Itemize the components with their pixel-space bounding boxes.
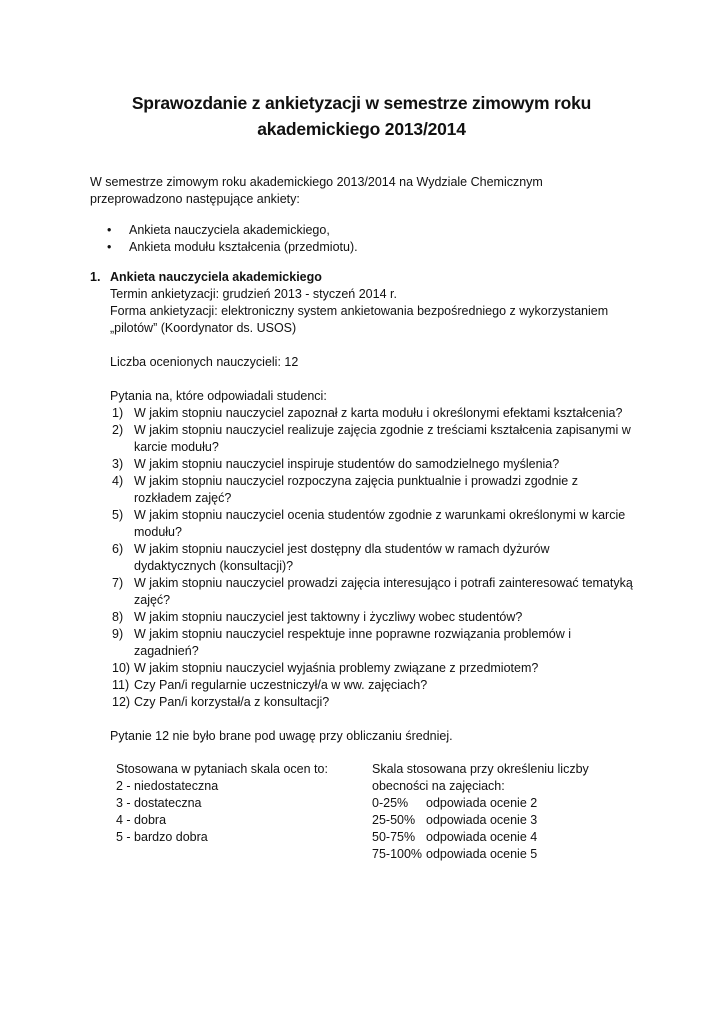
grade-scale-heading: Stosowana w pytaniach skala ocen to:: [116, 762, 328, 776]
attendance-grade: odpowiada ocenie 2: [426, 796, 538, 810]
question-text: W jakim stopniu nauczyciel zapoznał z karta modułu i określonymi efektami kształcenia?: [134, 406, 623, 420]
questions-intro: Pytania na, które odpowiadali studenci:: [110, 389, 327, 403]
attendance-scale-heading: Skala stosowana przy określeniu liczby obecności na zajęciach:: [372, 762, 589, 793]
question-text: W jakim stopniu nauczyciel rozpoczyna zajęcia punktualnie i prowadzi zgodnie z rozkładem zajęć?: [134, 474, 578, 505]
question-number: 11): [112, 678, 130, 692]
grade-scale-item: 4 - dobra: [116, 813, 167, 827]
question-item: [112, 405, 633, 422]
question-item: [112, 575, 633, 609]
question-text: Czy Pan/i korzystał/a z konsultacji?: [134, 695, 330, 709]
attendance-row: [372, 795, 592, 812]
section-teacher-survey: [90, 269, 633, 405]
section-title: Ankieta nauczyciela akademickiego: [110, 270, 322, 284]
list-item: [90, 222, 633, 239]
question-number: 7): [112, 576, 124, 590]
survey-term: Termin ankietyzacji: grudzień 2013 - styczeń 2014 r.: [110, 287, 397, 301]
attendance-range: 50-75%: [372, 830, 416, 844]
attendance-grade: odpowiada ocenie 5: [426, 847, 538, 861]
question-item: [112, 660, 633, 677]
bullet-icon: •: [107, 223, 112, 237]
question-number: 8): [112, 610, 124, 624]
question-number: 2): [112, 423, 124, 437]
attendance-range: 0-25%: [372, 796, 409, 810]
question-text: W jakim stopniu nauczyciel wyjaśnia problemy związane z przedmiotem?: [134, 661, 539, 675]
question-text: W jakim stopniu nauczyciel ocenia studentów zgodnie z warunkami określonymi w karcie modułu?: [134, 508, 626, 539]
bullet-icon: •: [107, 240, 112, 254]
grade-scale-item: 2 - niedostateczna: [116, 779, 219, 793]
question-number: 3): [112, 457, 124, 471]
question-number: 12): [112, 695, 131, 709]
question-list: [90, 405, 633, 711]
section-number: 1.: [90, 270, 101, 284]
attendance-scale: [372, 761, 592, 863]
attendance-row: [372, 846, 592, 863]
question-item: [112, 626, 633, 660]
question-text: W jakim stopniu nauczyciel prowadzi zajęcia interesująco i potrafi zainteresować tematyką zajęć?: [134, 576, 633, 607]
question-text: W jakim stopniu nauczyciel jest taktowny i życzliwy wobec studentów?: [134, 610, 523, 624]
question-item: [112, 541, 633, 575]
question-number: 9): [112, 627, 124, 641]
attendance-range: 25-50%: [372, 813, 416, 827]
question-number: 5): [112, 508, 124, 522]
attendance-grade: odpowiada ocenie 4: [426, 830, 538, 844]
survey-list: [90, 222, 633, 256]
scales-block: [90, 761, 633, 863]
attendance-row: [372, 812, 592, 829]
question-item: [112, 456, 633, 473]
question-text: W jakim stopniu nauczyciel realizuje zajęcia zgodnie z treściami kształcenia zapisanymi w karcie modułu?: [134, 423, 631, 454]
list-item-text: Ankieta modułu kształcenia (przedmiotu).: [129, 240, 358, 254]
question-item: [112, 473, 633, 507]
question-item: [112, 422, 633, 456]
page-title: Sprawozdanie z ankietyzacji w semestrze zimowym roku akademickiego 2013/2014: [131, 93, 592, 139]
question-text: W jakim stopniu nauczyciel respektuje inne poprawne rozwiązania problemów i zagadnień?: [134, 627, 572, 658]
attendance-grade: odpowiada ocenie 3: [426, 813, 538, 827]
question-text: W jakim stopniu nauczyciel jest dostępny dla studentów w ramach dyżurów dydaktycznych (konsultacji)?: [134, 542, 550, 573]
question-number: 10): [112, 661, 131, 675]
question-item: [112, 677, 633, 694]
question-item: [112, 694, 633, 711]
survey-form: Forma ankietyzacji: elektroniczny system ankietowania bezpośredniego z wykorzystaniem „pilotów” (Koordynator ds. USOS): [110, 304, 609, 335]
question-number: 4): [112, 474, 124, 488]
intro-paragraph: W semestrze zimowym roku akademickiego 2013/2014 na Wydziale Chemicznym przeprowadzono następujące ankiety:: [90, 175, 543, 206]
note-text: Pytanie 12 nie było brane pod uwagę przy obliczaniu średniej.: [110, 729, 453, 743]
grade-scale-item: 5 - bardzo dobra: [116, 830, 208, 844]
question-text: Czy Pan/i regularnie uczestniczył/a w ww. zajęciach?: [134, 678, 428, 692]
attendance-row: [372, 829, 592, 846]
grade-scale-item: 3 - dostateczna: [116, 796, 202, 810]
question-item: [112, 609, 633, 626]
question-number: 6): [112, 542, 124, 556]
list-item-text: Ankieta nauczyciela akademickiego,: [129, 223, 330, 237]
list-item: [90, 239, 633, 256]
grade-scale: [116, 761, 372, 863]
question-number: 1): [112, 406, 124, 420]
attendance-range: 75-100%: [372, 847, 423, 861]
question-text: W jakim stopniu nauczyciel inspiruje studentów do samodzielnego myślenia?: [134, 457, 560, 471]
rated-teachers-count: Liczba ocenionych nauczycieli: 12: [110, 355, 299, 369]
question-item: [112, 507, 633, 541]
